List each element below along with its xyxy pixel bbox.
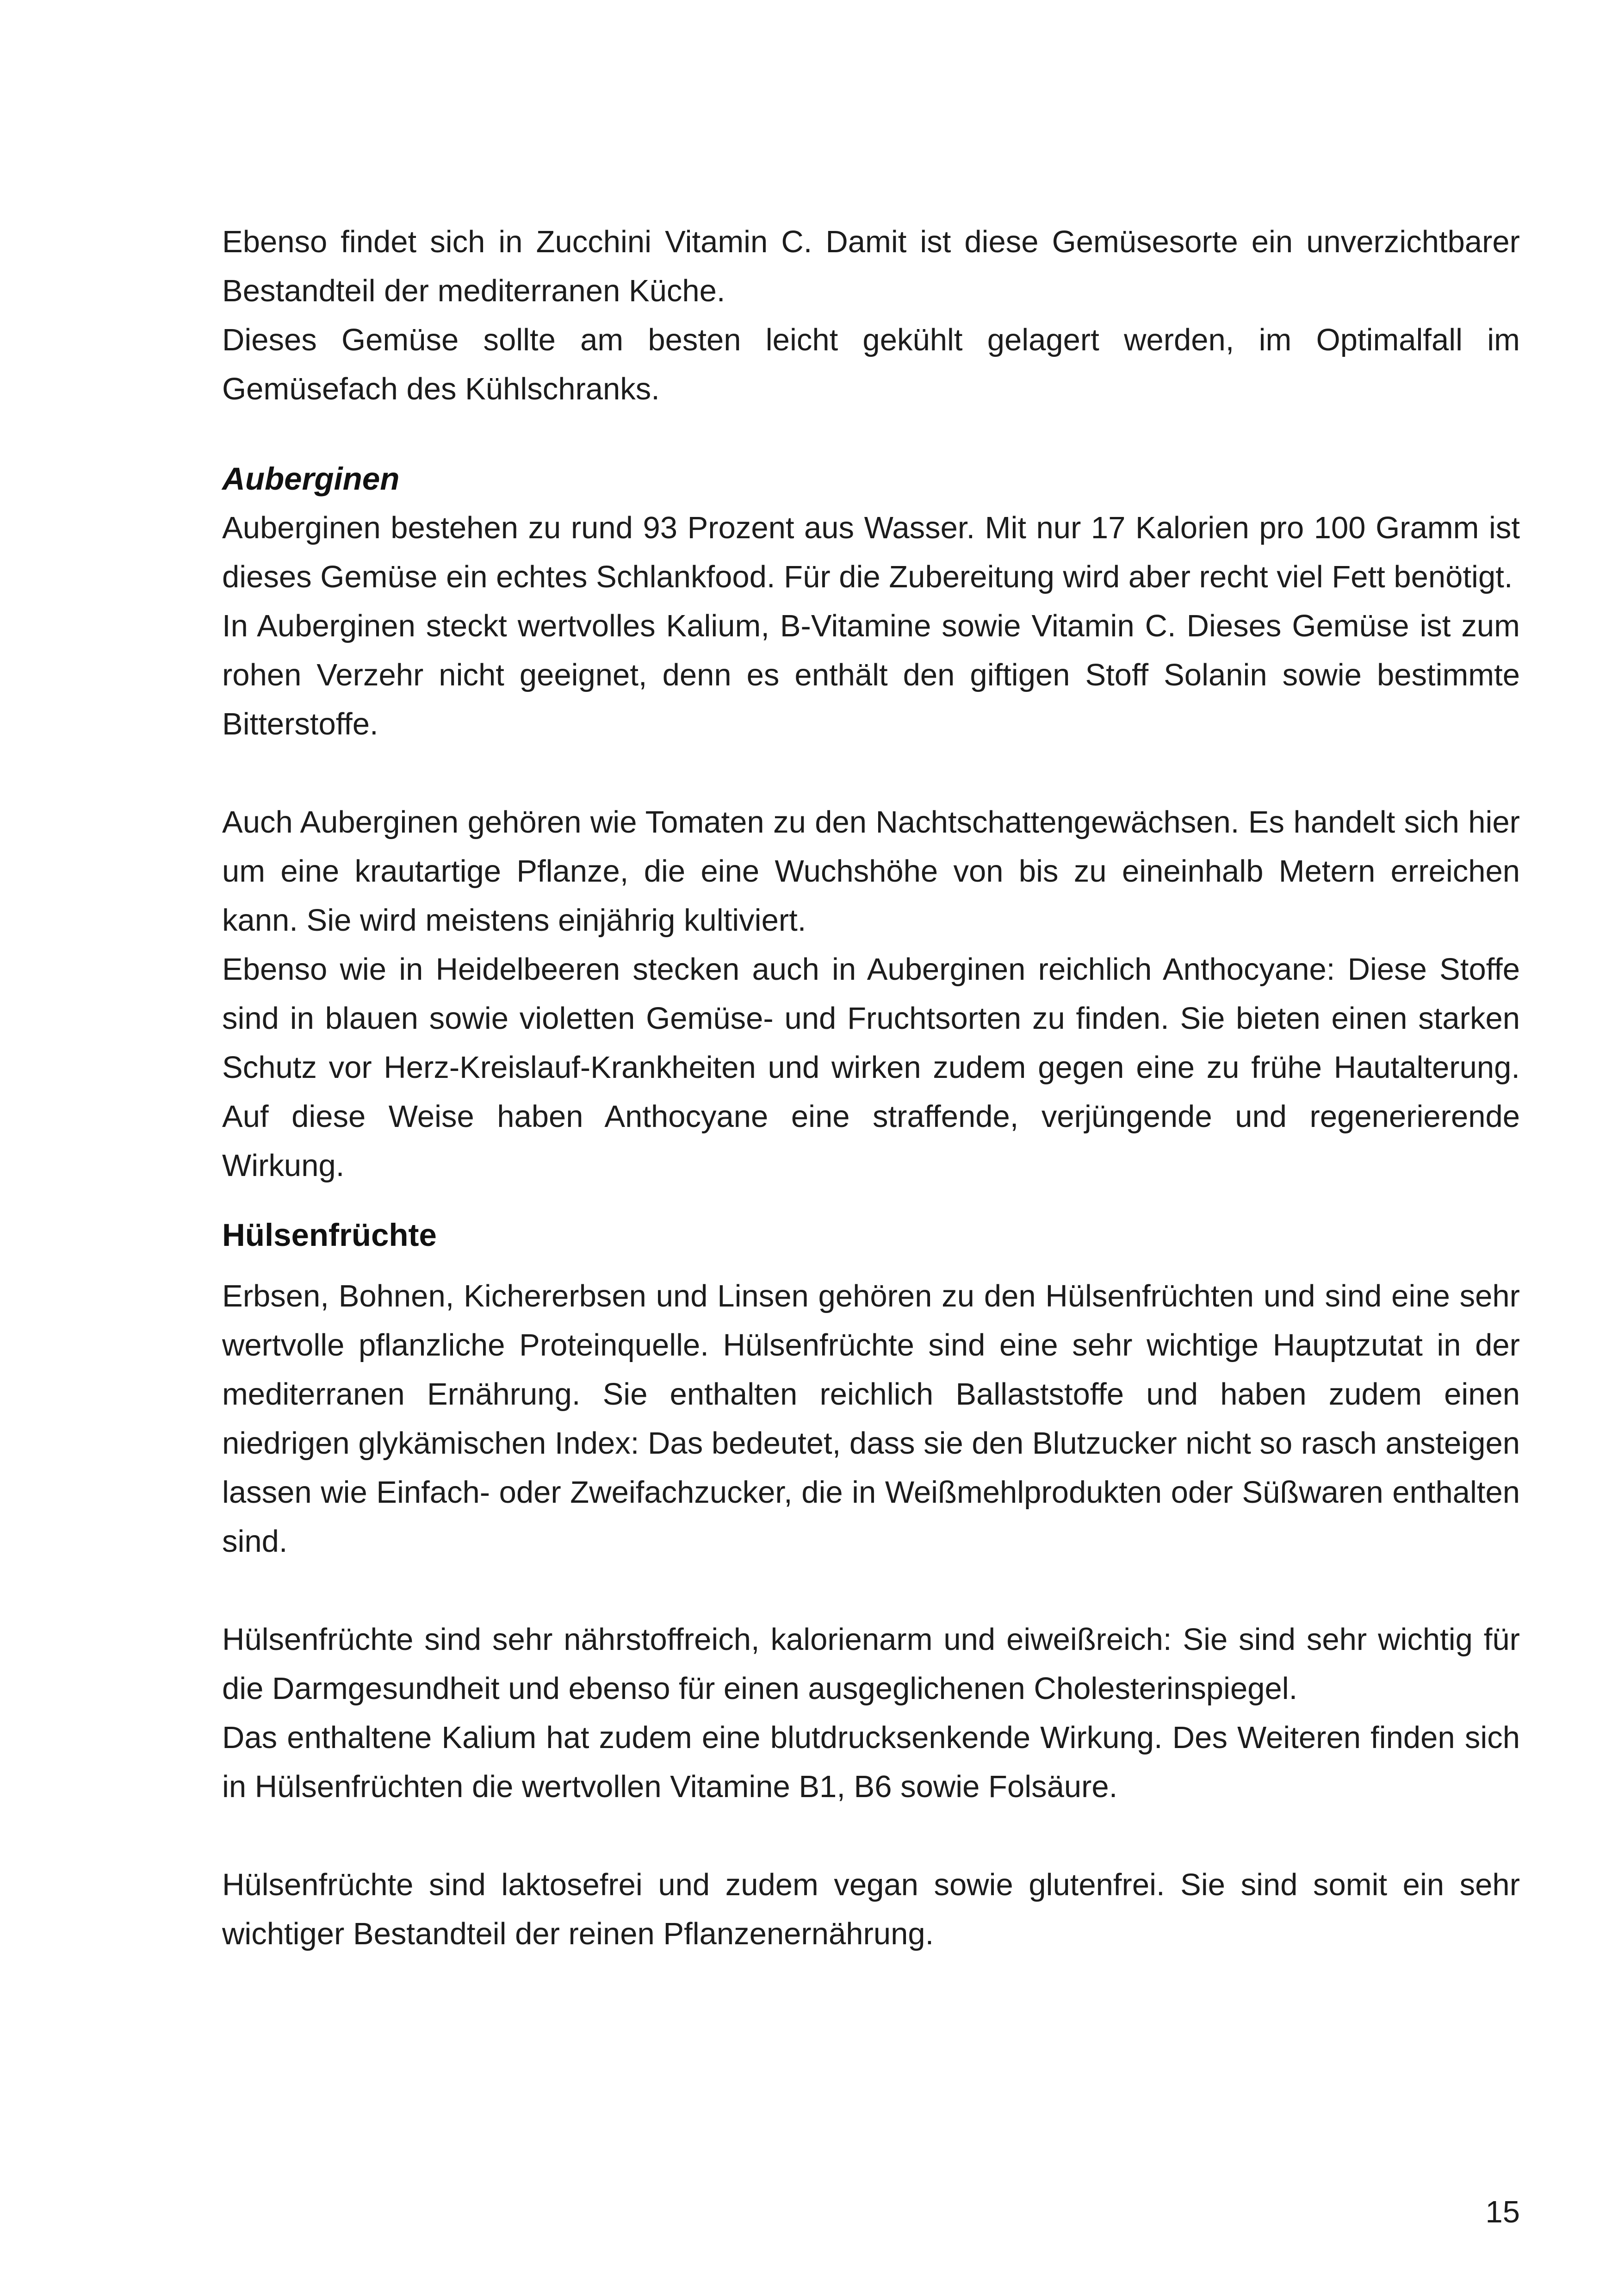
paragraph-huelsen-naehrstoffe: Hülsenfrüchte sind sehr nährstoffreich, kalorienarm und eiweißreich: Sie sind sehr wichtig für die Darmgesundheit und ebenso für einen ausgeglichenen Cholesterinspiegel. xyxy=(222,1622,1520,1706)
paragraph-zucchini-vitamin-c: Ebenso findet sich in Zucchini Vitamin C. Damit ist diese Gemüsesorte ein unverzichtbarer Bestandteil der mediterranen Küche. xyxy=(222,224,1520,308)
paragraph-auberginen-kalium: In Auberginen steckt wertvolles Kalium, B-Vitamine sowie Vitamin C. Dieses Gemüse ist zum rohen Verzehr nicht geeignet, denn es enthält den giftigen Stoff Solanin sowie bestimmte Bitterstoffe. xyxy=(222,609,1520,741)
text-block xyxy=(222,218,1520,1959)
paragraph-auberginen-wasser: Auberginen bestehen zu rund 93 Prozent aus Wasser. Mit nur 17 Kalorien pro 100 Gramm ist dieses Gemüse ein echtes Schlankfood. Für die Zubereitung wird aber recht viel Fett benötigt. xyxy=(222,510,1520,594)
section-heading-huelsenfruechte: Hülsenfrüchte xyxy=(222,1217,437,1253)
paragraph-huelsen-proteinquelle: Erbsen, Bohnen, Kichererbsen und Linsen gehören zu den Hülsenfrüchten und sind eine sehr wertvolle pflanzliche Proteinquelle. Hülsenfrüchte sind eine sehr wichtige Hauptzutat in der mediterranen Ernährung. Sie enthalten reichlich Ballaststoffe und haben zudem einen niedrigen glykämischen Index: Das bedeutet, dass sie den Blutzucker nicht so rasch ansteigen lassen wie Einfach- oder Zweifachzucker, die in Weißmehlprodukten oder Süßwaren enthalten sind. xyxy=(222,1279,1520,1559)
paragraph-huelsen-laktosefrei: Hülsenfrüchte sind laktosefrei und zudem vegan sowie glutenfrei. Sie sind somit ein sehr wichtiger Bestandteil der reinen Pflanzenernährung. xyxy=(222,1867,1520,1951)
paragraph-auberginen-anthocyane: Ebenso wie in Heidelbeeren stecken auch in Auberginen reichlich Anthocyane: Diese Stoffe sind in blauen sowie violetten Gemüse- und Fruchtsorten zu finden. Sie bieten einen starken Schutz vor Herz-Kreislauf-Krankheiten und wirken zudem gegen eine zu frühe Hautalterung. Auf diese Weise haben Anthocyane eine straffende, verjüngende und regenerierende Wirkung. xyxy=(222,952,1520,1183)
paragraph-huelsen-kalium: Das enthaltene Kalium hat zudem eine blutdrucksenkende Wirkung. Des Weiteren finden sich in Hülsenfrüchten die wertvollen Vitamine B1, B6 sowie Folsäure. xyxy=(222,1720,1520,1804)
page-number: 15 xyxy=(1485,2195,1520,2229)
section-heading-auberginen: Auberginen xyxy=(222,461,400,497)
paragraph-zucchini-lagerung: Dieses Gemüse sollte am besten leicht gekühlt gelagert werden, im Optimalfall im Gemüsefach des Kühlschranks. xyxy=(222,323,1520,406)
paragraph-auberginen-nachtschatten: Auch Auberginen gehören wie Tomaten zu den Nachtschattengewächsen. Es handelt sich hier um eine krautartige Pflanze, die eine Wuchshöhe von bis zu eineinhalb Metern erreichen kann. Sie wird meistens einjährig kultiviert. xyxy=(222,805,1520,938)
